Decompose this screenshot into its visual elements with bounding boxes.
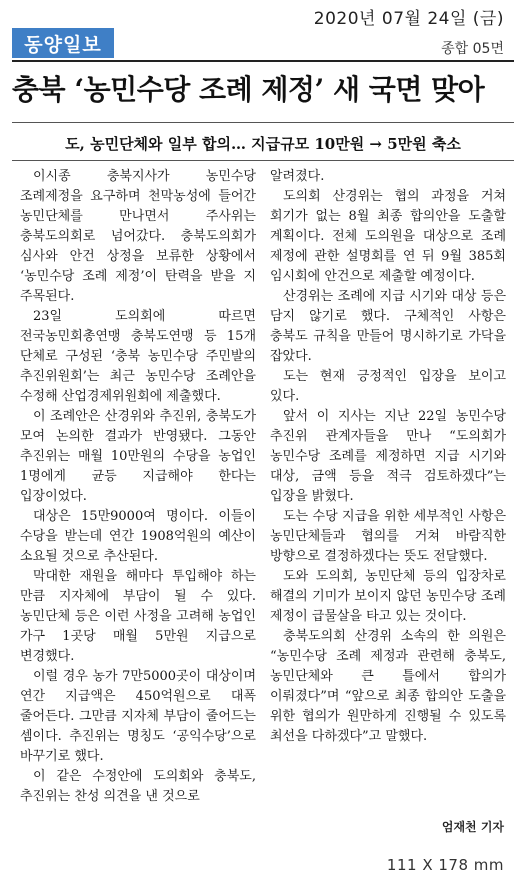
subheadline: 도, 농민단체와 일부 합의… 지급규모 10만원 → 5만원 축소 bbox=[12, 122, 514, 154]
paragraph: 도는 수당 지급을 위한 세부적인 사항은 농민단체들과 협의를 거쳐 바람직한 방향으로 결정하겠다는 뜻도 전달했다. bbox=[270, 509, 506, 564]
section-page-label: 종합 05면 bbox=[441, 41, 504, 57]
paragraph: 막대한 재원을 해마다 투입해야 하는 만큼 지자체에 부담이 될 수 있다. 농민단체 등은 이런 사정을 고려해 농업인 가구 1곳당 매월 5만원 지급으로 변경했다. bbox=[20, 569, 256, 664]
paragraph: 도의회 산경위는 협의 과정을 거쳐 회기가 없는 8월 최종 합의안을 도출할 계획이다. 전체 도의원을 대상으로 조례 제정에 관한 설명회를 연 뒤 9월 385회 임시회에 안건으로 제출할 예정이다. bbox=[270, 189, 506, 284]
paragraph: 충북도의회 산경위 소속의 한 의원은 “농민수당 조례 제정과 관련해 충북도, 농민단체와 큰 틀에서 합의가 이뤄졌다”며 “앞으로 최종 합의안 도출을 위한 협의가 원만하게 진행될 수 있도록 최선을 다하겠다”고 말했다. bbox=[270, 629, 506, 744]
paragraph: 알려졌다. bbox=[270, 169, 325, 184]
paragraph: 도는 현재 긍정적인 입장을 보이고 있다. bbox=[270, 369, 506, 404]
newspaper-logo: 동양일보 bbox=[12, 28, 114, 58]
paragraph: 도와 도의회, 농민단체 등의 입장차로 해결의 기미가 보이지 않던 농민수당 조례 제정이 급물살을 타고 있는 것이다. bbox=[270, 569, 506, 624]
paragraph: 산경위는 조례에 지급 시기와 대상 등은 담지 않기로 했다. 구체적인 사항은 충북도 규칙을 만들어 명시하기로 가닥을 잡았다. bbox=[270, 289, 506, 364]
paragraph: 이 같은 수정안에 도의회와 충북도, 추진위는 찬성 의견을 낸 것으로 bbox=[20, 769, 256, 804]
headline: 충북 ‘농민수당 조례 제정’ 새 국면 맞아 bbox=[12, 60, 514, 108]
article-column-left bbox=[20, 167, 256, 807]
paragraph: 23일 도의회에 따르면 전국농민회총연맹 충북도연맹 등 15개 단체로 구성된 ‘충북 농민수당 주민발의 추진위원회’는 최근 농민수당 조례안을 수정해 산업경제위원회에 제출했다. bbox=[20, 309, 256, 404]
publication-date: 2020년 07월 24일 (금) bbox=[313, 9, 504, 29]
paragraph: 이시종 충북지사가 농민수당 조례제정을 요구하며 천막농성에 들어간 농민단체를 만나면서 주사위는 충북도의회로 넘어갔다. 충북도의회가 심사와 안건 상정을 보류한 상황에서 ‘농민수당 조례 제정’이 탄력을 받을 지 주목된다. bbox=[20, 169, 256, 304]
byline: 엄재천 기자 bbox=[441, 820, 504, 834]
clipping-dimensions: 111 X 178 mm bbox=[386, 856, 504, 874]
article-column-right bbox=[270, 167, 506, 747]
article-body bbox=[12, 160, 514, 845]
paragraph: 앞서 이 지사는 지난 22일 농민수당 추진위 관계자들을 만나 “도의회가 농민수당 조례를 제정하면 지급 시기와 대상, 금액 등을 적극 검토하겠다”는 입장을 밝혔다. bbox=[270, 409, 506, 504]
paragraph: 대상은 15만9000여 명이다. 이들이 수당을 받는데 연간 1908억원의 예산이 소요될 것으로 추산된다. bbox=[20, 509, 256, 564]
paragraph: 이럴 경우 농가 7만5000곳이 대상이며 연간 지급액은 450억원으로 대폭 줄어든다. 그만큼 지자체 부담이 줄어드는 셈이다. 추진위는 명칭도 ‘공익수당’으로 바꾸기로 했다. bbox=[20, 669, 256, 764]
paragraph: 이 조례안은 산경위와 추진위, 충북도가 모여 논의한 결과가 반영됐다. 그동안 추진위는 매월 10만원의 수당을 농업인 1명에게 균등 지급해야 한다는 입장이었다. bbox=[20, 409, 256, 504]
